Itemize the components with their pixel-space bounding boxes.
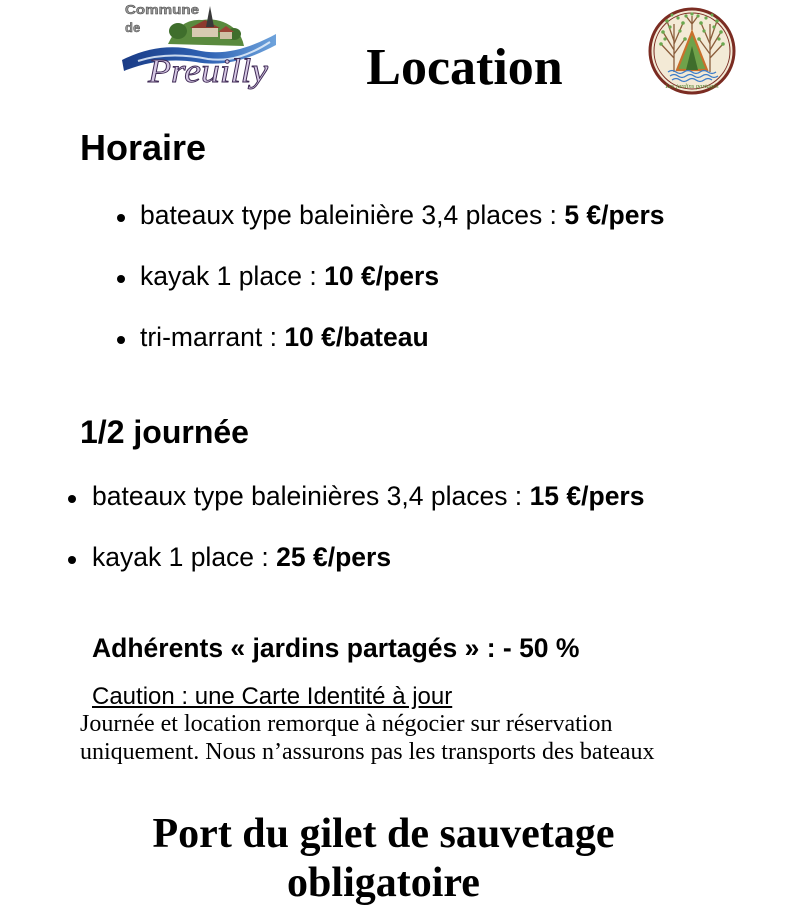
item-label: bateaux type baleinières 3,4 places : — [92, 481, 523, 511]
deposit-notice: Caution : une Carte Identité à jour — [92, 683, 453, 710]
item-label: kayak 1 place : — [140, 261, 317, 291]
item-label: tri-marrant : — [140, 322, 277, 352]
bullet-icon — [68, 556, 76, 564]
item-price: 5 €/pers — [564, 200, 665, 230]
warning-line: Port du gilet de sauvetage — [152, 811, 615, 857]
bullet-icon — [117, 336, 125, 344]
commune-logo-graphic — [118, 0, 280, 92]
item-label: bateaux type baleinière 3,4 places : — [140, 200, 557, 230]
item-price: 10 €/bateau — [284, 322, 429, 352]
list-item — [140, 322, 429, 352]
logo-commune-word: Commune — [125, 2, 199, 17]
rental-note-line: uniquement. Nous n’assurons pas les transports des bateaux — [80, 739, 655, 765]
rental-note — [80, 710, 655, 766]
jardins-partages-logo — [644, 6, 740, 101]
bullet-icon — [68, 495, 76, 503]
item-label: kayak 1 place : — [92, 542, 269, 572]
life-jacket-warning — [0, 810, 767, 908]
section-heading-horaire: Horaire — [80, 127, 207, 168]
rental-note-line: Journée et location remorque à négocier sur réservation — [80, 711, 613, 737]
list-item — [140, 261, 439, 291]
logo-preuilly-script: Preuilly — [146, 53, 270, 90]
logo-jardins-caption: Les jardins partagés — [665, 83, 719, 90]
item-price: 10 €/pers — [324, 261, 440, 291]
page-title: Location — [366, 39, 563, 96]
commune-de-preuilly-logo — [118, 0, 280, 97]
list-item — [140, 200, 665, 230]
bullet-icon — [117, 275, 125, 283]
member-discount: Adhérents « jardins partagés » : - 50 % — [92, 633, 580, 663]
jardins-logo-graphic — [644, 6, 740, 96]
section-heading-demi-journee: 1/2 journée — [80, 414, 249, 450]
item-price: 15 €/pers — [529, 481, 645, 511]
item-price: 25 €/pers — [276, 542, 392, 572]
logo-de-word: de — [125, 20, 141, 35]
list-item — [92, 481, 644, 511]
list-item — [92, 542, 391, 572]
warning-line: obligatoire — [287, 860, 480, 906]
bullet-icon — [117, 214, 125, 222]
